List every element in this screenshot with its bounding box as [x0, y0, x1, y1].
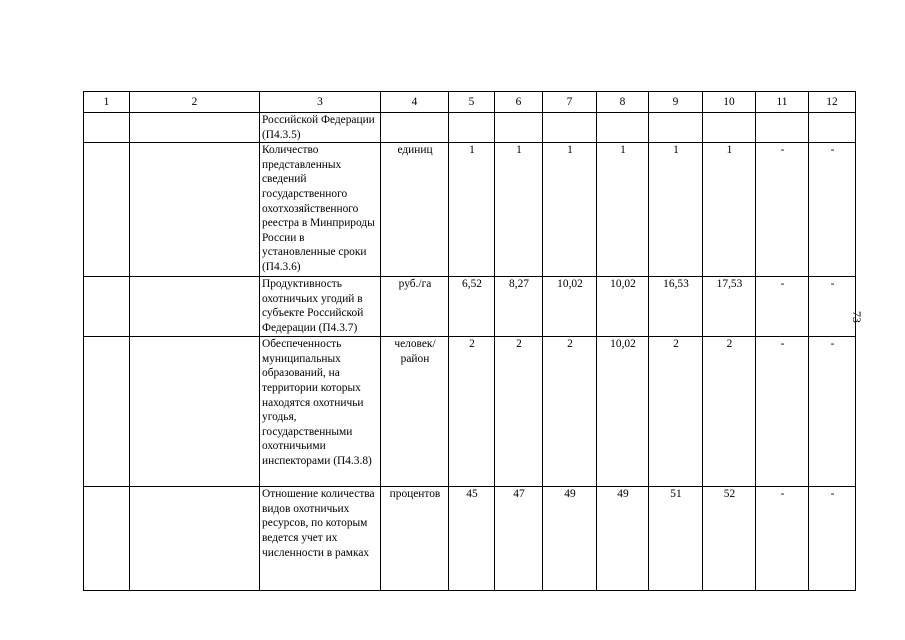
- value-cell: 1: [597, 143, 649, 277]
- value-cell: -: [756, 277, 809, 337]
- header-cell: 9: [649, 92, 703, 113]
- indicator-unit: человек/ район: [381, 337, 449, 487]
- value-cell: 2: [543, 337, 597, 487]
- empty-cell: [130, 487, 260, 591]
- value-cell: 1: [543, 143, 597, 277]
- empty-cell: [84, 113, 130, 143]
- value-cell: 1: [495, 143, 543, 277]
- value-cell: 47: [495, 487, 543, 591]
- value-cell: 8,27: [495, 277, 543, 337]
- indicator-name: Обеспеченность муниципальных образований, на территории которых находятся охотничьи угодья, государственными охотничьими инспекторами (П4.3.8): [260, 337, 381, 487]
- value-cell: -: [756, 337, 809, 487]
- indicator-name: Российской Федерации (П4.3.5): [260, 113, 381, 143]
- indicators-table: [83, 91, 856, 591]
- value-cell: [495, 113, 543, 143]
- header-cell: 2: [130, 92, 260, 113]
- table-row: [84, 277, 856, 337]
- value-cell: 1: [449, 143, 495, 277]
- indicator-name: Количество представленных сведений государственного охотхозяйственного реестра в Минприроды России в установленные сроки (П4.3.6): [260, 143, 381, 277]
- value-cell: 17,53: [703, 277, 756, 337]
- value-cell: -: [809, 143, 856, 277]
- empty-cell: [130, 143, 260, 277]
- value-cell: 10,02: [597, 277, 649, 337]
- value-cell: [543, 113, 597, 143]
- value-cell: [649, 113, 703, 143]
- indicator-unit: руб./га: [381, 277, 449, 337]
- value-cell: 16,53: [649, 277, 703, 337]
- value-cell: 10,02: [543, 277, 597, 337]
- empty-cell: [84, 143, 130, 277]
- value-cell: 49: [597, 487, 649, 591]
- value-cell: 1: [703, 143, 756, 277]
- value-cell: 2: [703, 337, 756, 487]
- value-cell: 2: [649, 337, 703, 487]
- indicator-unit: [381, 113, 449, 143]
- indicator-unit: процентов: [381, 487, 449, 591]
- indicator-name: Продуктивность охотничьих угодий в субъекте Российской Федерации (П4.3.7): [260, 277, 381, 337]
- empty-cell: [84, 337, 130, 487]
- table-row: [84, 113, 856, 143]
- value-cell: [703, 113, 756, 143]
- indicator-name: Отношение количества видов охотничьих ресурсов, по которым ведется учет их численности в рамках: [260, 487, 381, 591]
- value-cell: 52: [703, 487, 756, 591]
- value-cell: 2: [449, 337, 495, 487]
- header-cell: 3: [260, 92, 381, 113]
- indicator-unit: единиц: [381, 143, 449, 277]
- value-cell: -: [756, 143, 809, 277]
- header-cell: 7: [543, 92, 597, 113]
- header-cell: 12: [809, 92, 856, 113]
- table-row: [84, 487, 856, 591]
- header-cell: 8: [597, 92, 649, 113]
- value-cell: -: [809, 277, 856, 337]
- table-row: [84, 337, 856, 487]
- empty-cell: [130, 277, 260, 337]
- header-row: [84, 92, 856, 113]
- header-cell: 5: [449, 92, 495, 113]
- value-cell: 49: [543, 487, 597, 591]
- header-cell: 11: [756, 92, 809, 113]
- value-cell: 10,02: [597, 337, 649, 487]
- header-cell: 4: [381, 92, 449, 113]
- header-cell: 1: [84, 92, 130, 113]
- value-cell: 6,52: [449, 277, 495, 337]
- value-cell: 1: [649, 143, 703, 277]
- value-cell: 45: [449, 487, 495, 591]
- value-cell: 2: [495, 337, 543, 487]
- header-cell: 6: [495, 92, 543, 113]
- empty-cell: [84, 487, 130, 591]
- value-cell: [809, 113, 856, 143]
- empty-cell: [130, 113, 260, 143]
- empty-cell: [130, 337, 260, 487]
- empty-cell: [84, 277, 130, 337]
- value-cell: -: [809, 337, 856, 487]
- page-number: 73: [850, 311, 864, 323]
- header-cell: 10: [703, 92, 756, 113]
- value-cell: 51: [649, 487, 703, 591]
- value-cell: [597, 113, 649, 143]
- value-cell: [756, 113, 809, 143]
- value-cell: -: [756, 487, 809, 591]
- value-cell: [449, 113, 495, 143]
- value-cell: -: [809, 487, 856, 591]
- table-row: [84, 143, 856, 277]
